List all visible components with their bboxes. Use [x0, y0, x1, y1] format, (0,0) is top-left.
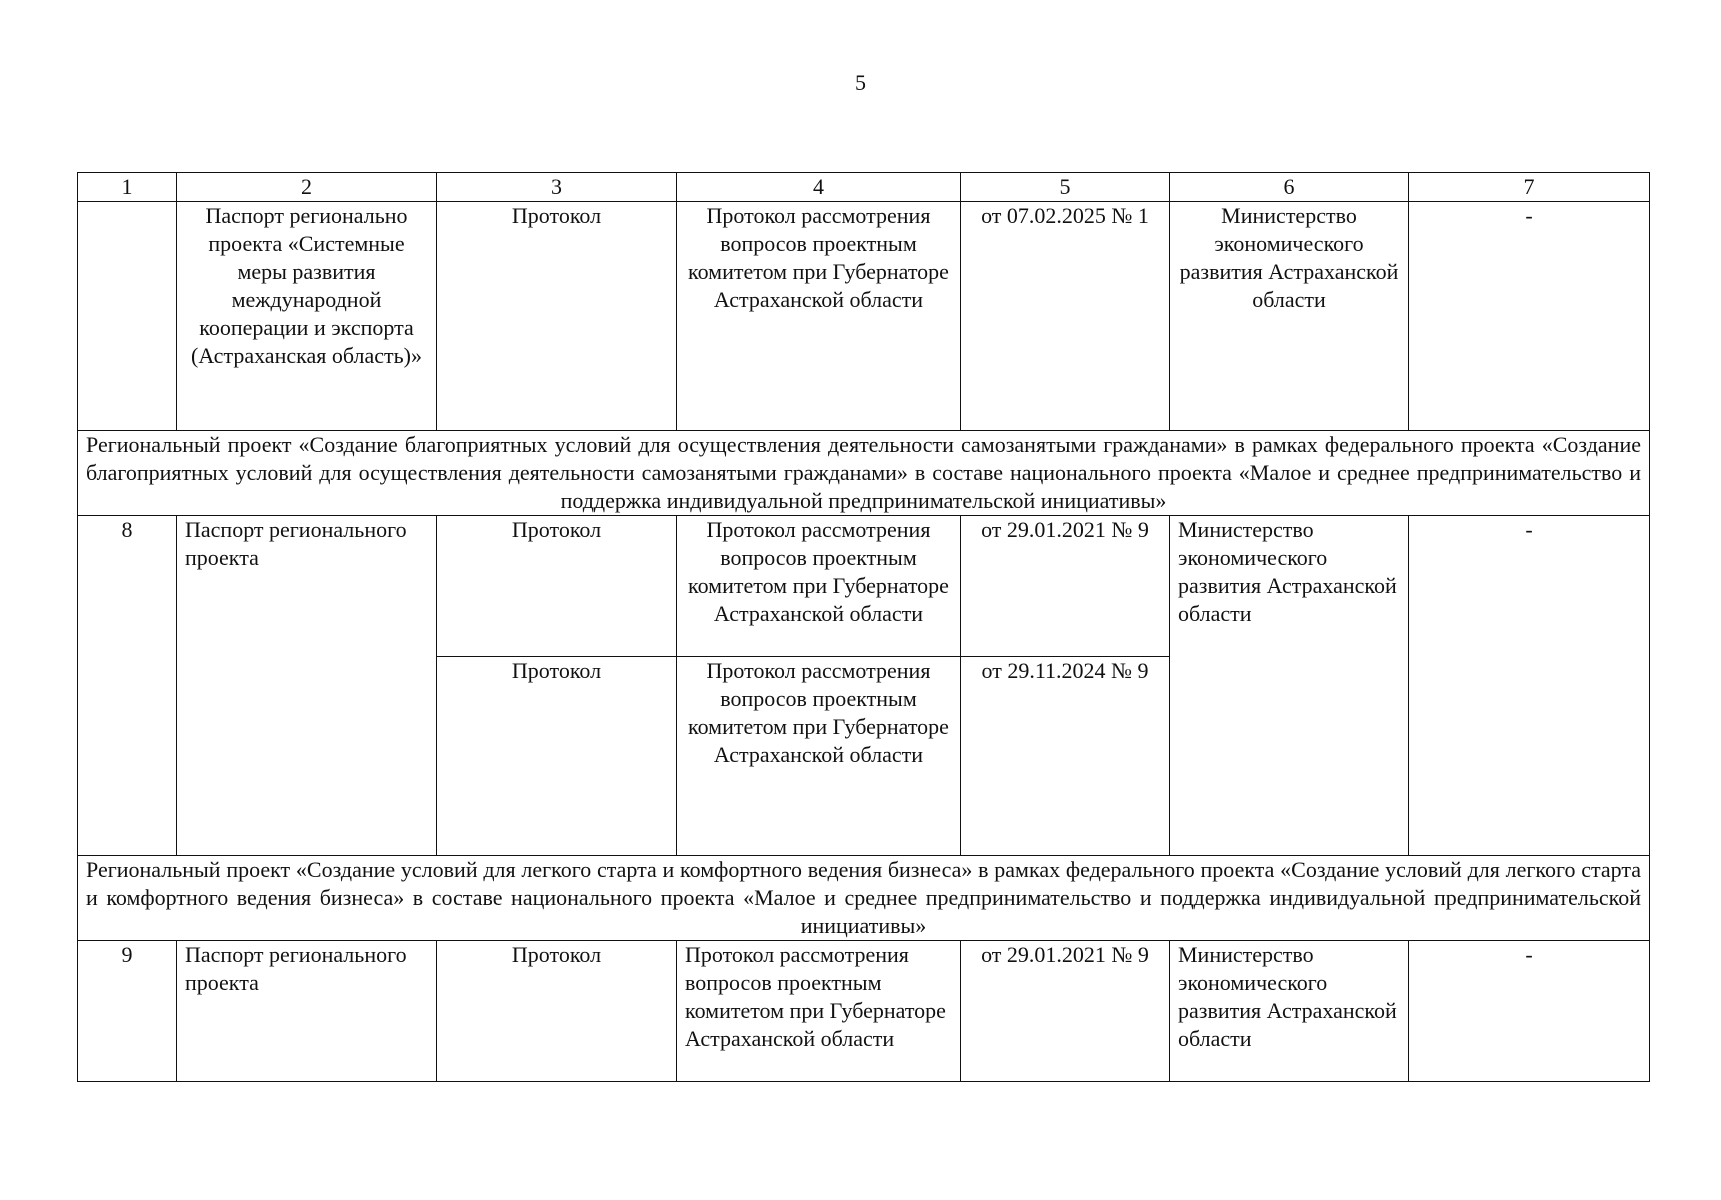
- documents-table: [77, 172, 1650, 1082]
- column-header: 1: [78, 173, 177, 202]
- note-cell: -: [1409, 516, 1650, 856]
- column-header: 3: [437, 173, 677, 202]
- date-cell: от 07.02.2025 № 1: [961, 202, 1170, 431]
- column-header: 4: [677, 173, 961, 202]
- table-header-row: [78, 173, 1650, 202]
- organization-cell: Министерство экономического развития Астраханской области: [1170, 941, 1409, 1082]
- row-number-cell: [78, 202, 177, 431]
- table-row: [78, 202, 1650, 431]
- doc-name-cell: Протокол рассмотрения вопросов проектным комитетом при Губернаторе Астраханской области: [677, 657, 961, 856]
- doc-name-cell: Протокол рассмотрения вопросов проектным комитетом при Губернаторе Астраханской области: [677, 202, 961, 431]
- organization-cell: Министерство экономического развития Астраханской области: [1170, 202, 1409, 431]
- table-row: [78, 516, 1650, 657]
- date-cell: от 29.01.2021 № 9: [961, 516, 1170, 657]
- column-header: 7: [1409, 173, 1650, 202]
- row-number-cell: 8: [78, 516, 177, 856]
- column-header: 5: [961, 173, 1170, 202]
- column-header: 6: [1170, 173, 1409, 202]
- doc-type-cell: Протокол: [437, 516, 677, 657]
- date-cell: от 29.11.2024 № 9: [961, 657, 1170, 856]
- doc-type-cell: Протокол: [437, 202, 677, 431]
- row-number-cell: 9: [78, 941, 177, 1082]
- doc-type-cell: Протокол: [437, 941, 677, 1082]
- column-header: 2: [177, 173, 437, 202]
- note-cell: -: [1409, 202, 1650, 431]
- document-cell: Паспорт регионального проекта: [177, 516, 437, 856]
- page-number: 5: [855, 70, 866, 95]
- table-row: [78, 941, 1650, 1082]
- section-title: Региональный проект «Создание благоприятных условий для осуществления деятельности самозанятыми гражданами» в рамках федерального проекта «Создание благоприятных условий для осуществления деятельности самозанятыми гражданами» в составе национального проекта «Малое и среднее предпринимательство и поддержка индивидуальной предпринимательской инициативы»: [78, 431, 1650, 516]
- doc-type-cell: Протокол: [437, 657, 677, 856]
- document-cell: Паспорт регионального проекта: [177, 941, 437, 1082]
- organization-cell: Министерство экономического развития Астраханской области: [1170, 516, 1409, 856]
- section-row: [78, 856, 1650, 941]
- doc-name-cell: Протокол рассмотрения вопросов проектным комитетом при Губернаторе Астраханской области: [677, 941, 961, 1082]
- document-cell: Паспорт регионально проекта «Системные меры развития международной кооперации и экспорта (Астраханская область)»: [177, 202, 437, 431]
- section-row: [78, 431, 1650, 516]
- doc-name-cell: Протокол рассмотрения вопросов проектным комитетом при Губернаторе Астраханской области: [677, 516, 961, 657]
- note-cell: -: [1409, 941, 1650, 1082]
- section-title: Региональный проект «Создание условий для легкого старта и комфортного ведения бизнеса» в рамках федерального проекта «Создание условий для легкого старта и комфортного ведения бизнеса» в составе национального проекта «Малое и среднее предпринимательство и поддержка индивидуальной предпринимательской инициативы»: [78, 856, 1650, 941]
- date-cell: от 29.01.2021 № 9: [961, 941, 1170, 1082]
